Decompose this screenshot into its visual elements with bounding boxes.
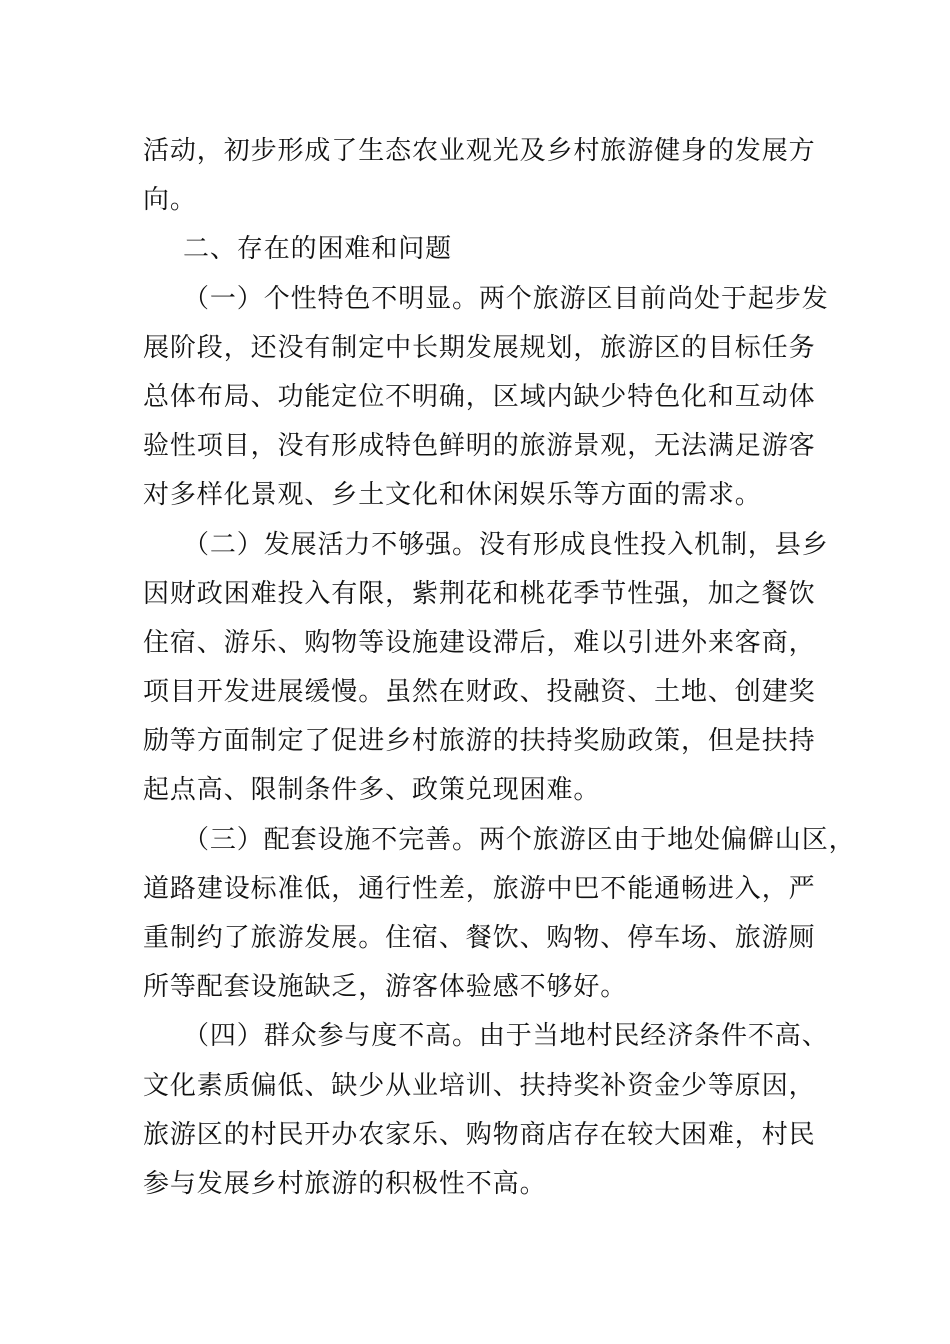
paragraph-line: 活动，初步形成了生态农业观光及乡村旅游健身的发展方 — [143, 136, 816, 166]
paragraph-line: 向。 — [143, 185, 197, 216]
paragraph-line: 励等方面制定了促进乡村旅游的扶持奖励政策，但是扶持 — [143, 726, 816, 757]
paragraph-line: （四）群众参与度不高。由于当地村民经济条件不高、 — [183, 1021, 829, 1052]
paragraph-line: 重制约了旅游发展。住宿、餐饮、购物、停车场、旅游厕 — [143, 923, 816, 953]
paragraph-line: 起点高、限制条件多、政策兑现困难。 — [143, 775, 601, 806]
paragraph-line: 对多样化景观、乡土文化和休闲娱乐等方面的需求。 — [143, 480, 762, 511]
paragraph-line: 总体布局、功能定位不明确，区域内缺少特色化和互动体 — [143, 381, 816, 412]
paragraph-line: （一）个性特色不明显。两个旅游区目前尚处于起步发 — [183, 283, 829, 314]
paragraph-line: 文化素质偏低、缺少从业培训、扶持奖补资金少等原因， — [143, 1070, 816, 1101]
paragraph-line: 展阶段，还没有制定中长期发展规划，旅游区的目标任务 — [143, 332, 816, 363]
paragraph-line: 因财政困难投入有限，紫荆花和桃花季节性强，加之餐饮 — [143, 578, 816, 609]
paragraph-line: 项目开发进展缓慢。虽然在财政、投融资、土地、创建奖 — [143, 677, 816, 708]
paragraph-line: 所等配套设施缺乏，游客体验感不够好。 — [143, 972, 628, 1003]
paragraph-line: （二）发展活力不够强。没有形成良性投入机制，县乡 — [183, 529, 829, 560]
document-body — [143, 127, 856, 1209]
section-heading: 二、存在的困难和问题 — [183, 234, 453, 265]
paragraph-line: 参与发展乡村旅游的积极性不高。 — [143, 1168, 547, 1199]
paragraph-line: 验性项目，没有形成特色鲜明的旅游景观，无法满足游客 — [143, 431, 816, 462]
paragraph-line: 住宿、游乐、购物等设施建设滞后，难以引进外来客商， — [143, 627, 816, 658]
paragraph-line: 道路建设标准低，通行性差，旅游中巴不能通畅进入，严 — [143, 873, 816, 904]
paragraph-line: 旅游区的村民开办农家乐、购物商店存在较大困难，村民 — [143, 1119, 816, 1150]
paragraph-line: （三）配套设施不完善。两个旅游区由于地处偏僻山区， — [183, 824, 856, 855]
